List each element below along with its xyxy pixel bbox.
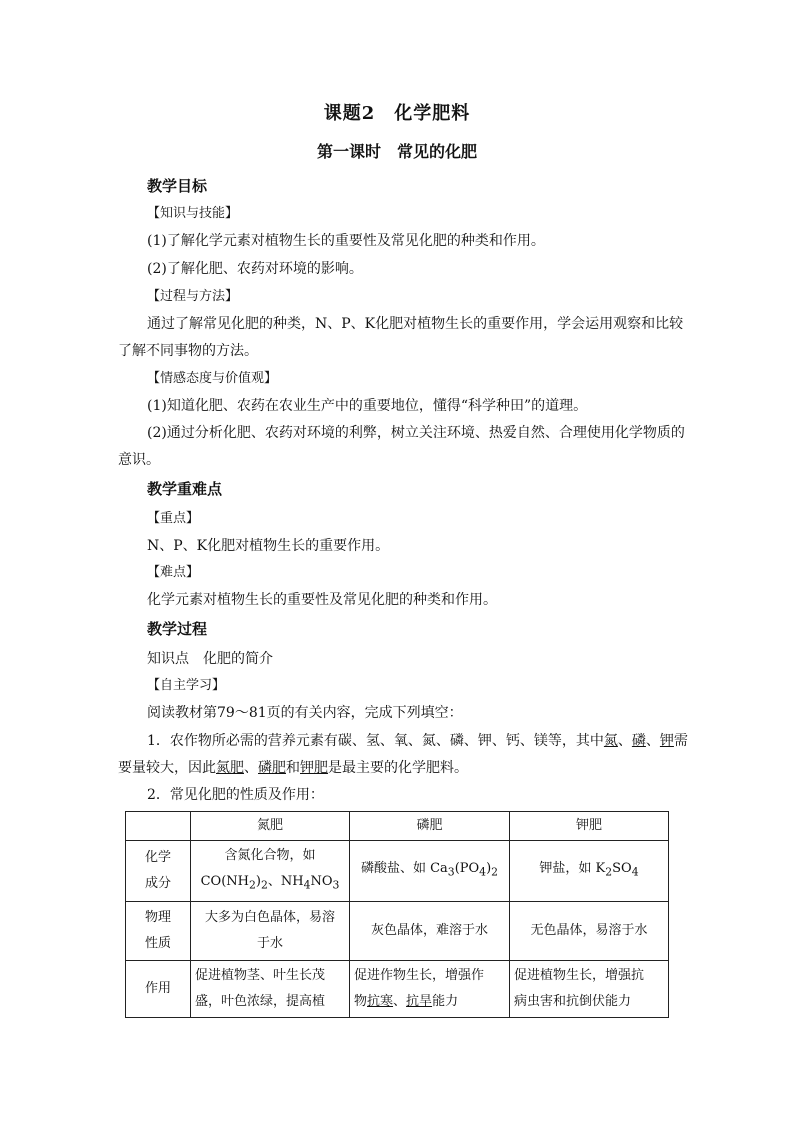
label-knowledge-skills: 【知识与技能】 <box>147 206 239 221</box>
cell-nitrogen-physical: 大多为白色晶体，易溶 于水 <box>191 901 350 960</box>
cell-nitrogen-composition: 含氮化合物，如 $CO(NH_2)_2$、$NH_4NO_3$ <box>191 841 350 902</box>
table-header-cell <box>126 812 191 841</box>
table-row <box>126 960 669 1017</box>
answer-blank: 磷肥 <box>258 760 286 776</box>
table-row <box>126 901 669 960</box>
cell-phosphorus-composition: 磷酸盐、如 $Ca_3(PO_4)_2$ <box>350 841 510 902</box>
paragraph: (2)通过分析化肥、农药对环境的利弊，树立关注环境、热爱自然、合理使用化学物质的 <box>147 425 685 441</box>
cell-phosphorus-function: 促进作物生长，增强作 物抗寒、抗旱能力 <box>350 960 510 1017</box>
row-label-composition: 化学 成分 <box>126 841 191 902</box>
cell-phosphorus-physical: 灰色晶体，难溶于水 <box>350 901 510 960</box>
table-header-cell: 氮肥 <box>191 812 350 841</box>
answer-blank: 钾肥 <box>300 760 328 776</box>
table-header-cell: 钾肥 <box>510 812 669 841</box>
paragraph: 阅读教材第79～81页的有关内容，完成下列填空： <box>147 705 463 721</box>
paragraph: (1)知道化肥、农药在农业生产中的重要地位，懂得“科学种田”的道理。 <box>147 398 588 414</box>
page-subtitle: 第一课时 常见的化肥 <box>316 142 477 161</box>
paragraph: N、P、K化肥对植物生长的重要作用。 <box>147 538 390 554</box>
label-attitude-values: 【情感态度与价值观】 <box>147 371 278 386</box>
table-header-row <box>126 812 669 841</box>
section-heading-process: 教学过程 <box>147 620 208 638</box>
answer-blank: 氮 <box>603 733 618 749</box>
knowledge-point: 知识点 化肥的简介 <box>147 651 273 667</box>
question-1-line-2: 要量较大，因此氮肥、磷肥和钾肥是最主要的化学肥料。 <box>118 760 468 776</box>
cell-potassium-physical: 无色晶体，易溶于水 <box>510 901 669 960</box>
table-header-cell: 磷肥 <box>350 812 510 841</box>
section-heading-objectives: 教学目标 <box>147 177 208 195</box>
row-label-function: 作用 <box>126 960 191 1017</box>
section-heading-key-points: 教学重难点 <box>147 480 223 498</box>
paragraph: 化学元素对植物生长的重要性及常见化肥的种类和作用。 <box>147 592 497 608</box>
paragraph: (2)了解化肥、农药对环境的影响。 <box>147 261 363 277</box>
question-1-line-1: 1．农作物所必需的营养元素有碳、氢、氧、氮、磷、钾、钙、镁等，其中氮、磷、钾需 <box>147 733 688 749</box>
cell-nitrogen-function: 促进植物茎、叶生长茂 盛，叶色浓绿，提高植 <box>191 960 350 1017</box>
page-title: 课题2 化学肥料 <box>323 103 471 124</box>
answer-blank: 氮肥 <box>216 760 244 776</box>
answer-blank: 钾 <box>659 733 674 749</box>
question-2: 2．常见化肥的性质及作用： <box>147 787 324 803</box>
paragraph: 通过了解常见化肥的种类，N、P、K化肥对植物生长的重要作用，学会运用观察和比较 <box>147 316 684 332</box>
answer-blank: 磷 <box>631 733 646 749</box>
label-process-method: 【过程与方法】 <box>147 289 239 304</box>
cell-potassium-function: 促进植物生长，增强抗 病虫害和抗倒伏能力 <box>510 960 669 1017</box>
label-focus: 【重点】 <box>147 511 200 526</box>
fertilizer-table <box>125 811 669 1018</box>
paragraph: 了解不同事物的方法。 <box>118 343 258 359</box>
cell-potassium-composition: 钾盐，如 $K_2SO_4$ <box>510 841 669 902</box>
label-self-study: 【自主学习】 <box>147 678 226 693</box>
row-label-physical: 物理 性质 <box>126 901 191 960</box>
paragraph: 意识。 <box>118 452 160 468</box>
table-row <box>126 841 669 902</box>
paragraph: (1)了解化学元素对植物生长的重要性及常见化肥的种类和作用。 <box>147 233 545 249</box>
label-difficulty: 【难点】 <box>147 565 200 580</box>
